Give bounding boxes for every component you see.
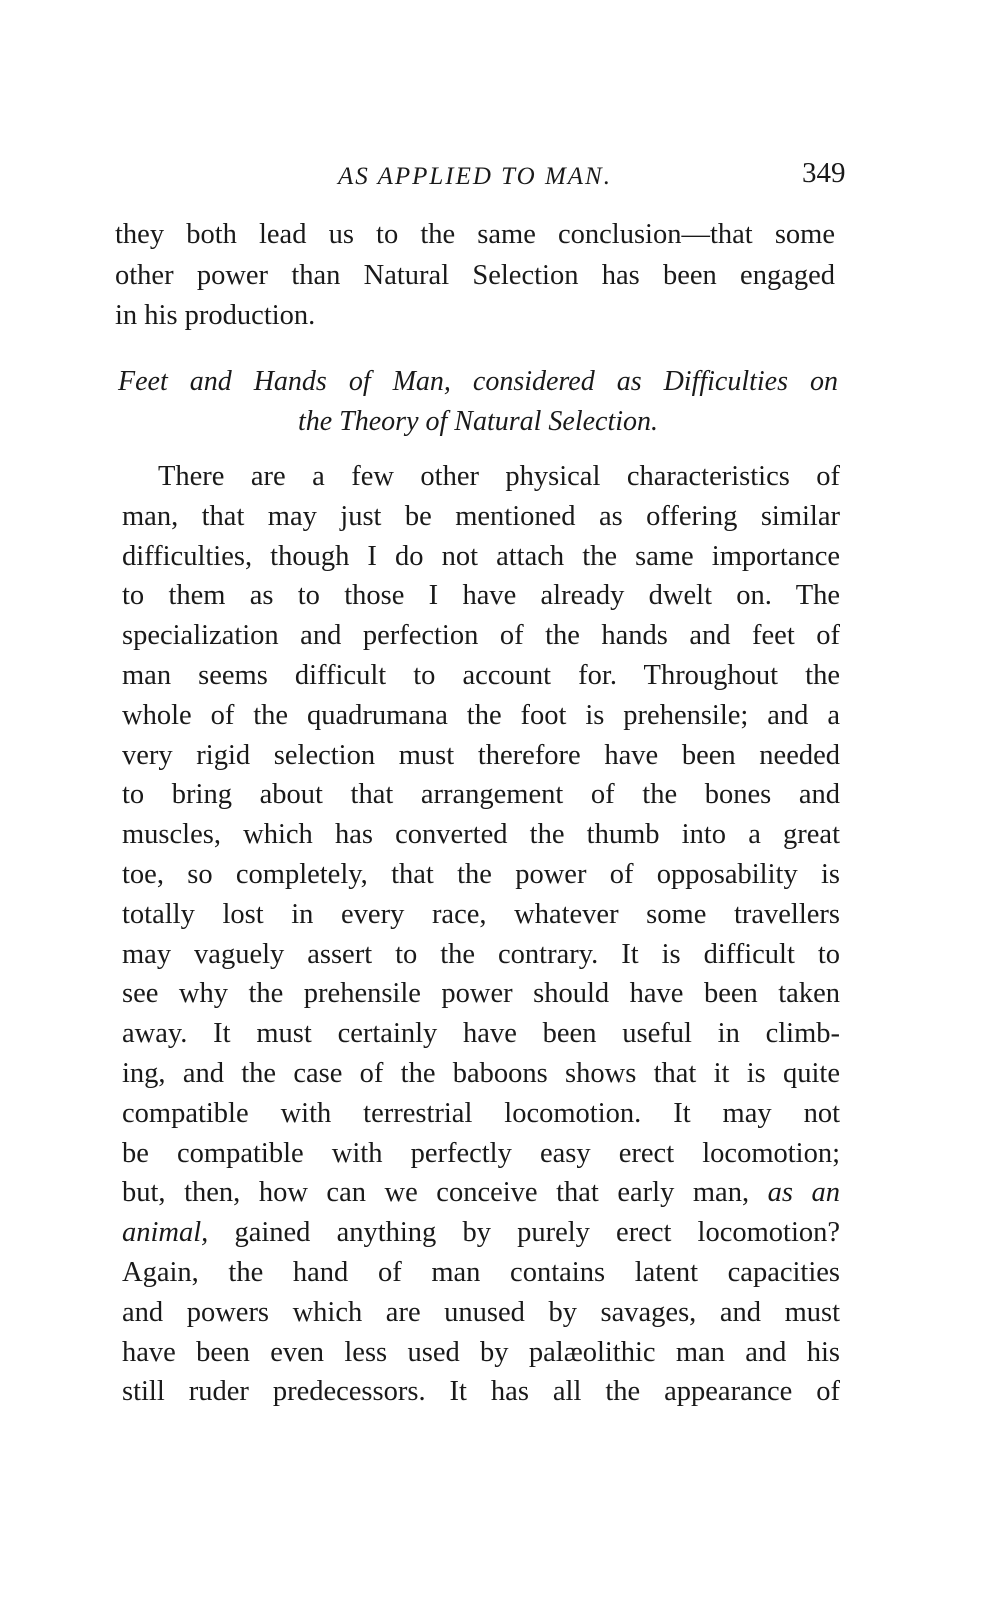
- text-line: toe, so completely, that the power of opposability is: [122, 858, 840, 890]
- section-heading: [118, 362, 838, 442]
- paragraph-continued: [115, 215, 835, 337]
- body-paragraph: [122, 457, 840, 1412]
- text-line: There are a few other physical characteristics of: [158, 461, 840, 492]
- text-line: to them as to those I have already dwelt on. The: [122, 580, 840, 612]
- text-line: totally lost in every race, whatever some travellers: [122, 898, 840, 930]
- text-line: man seems difficult to account for. Throughout the: [122, 659, 840, 691]
- running-title: AS APPLIED TO MAN.: [338, 163, 612, 190]
- text-line: and powers which are unused by savages, and must: [122, 1296, 840, 1328]
- text-line: whole of the quadrumana the foot is prehensile; and a: [122, 699, 840, 731]
- italic-phrase: as an: [767, 1177, 841, 1209]
- text-line: may vaguely assert to the contrary. It is difficult to: [122, 938, 840, 970]
- text-line: they both lead us to the same conclusion—that some: [115, 219, 835, 250]
- text-line: other power than Natural Selection has been engaged: [115, 259, 835, 291]
- text-line: have been even less used by palæolithic man and his: [122, 1336, 840, 1368]
- text-line: Again, the hand of man contains latent capacities: [122, 1256, 840, 1288]
- italic-phrase: animal,: [122, 1217, 209, 1249]
- text-segment: gained anything by purely erect locomotion?: [234, 1217, 841, 1249]
- section-heading-line-2: the Theory of Natural Selection.: [297, 406, 659, 437]
- text-line: to bring about that arrangement of the bones and: [122, 779, 840, 811]
- text-line: difficulties, though I do not attach the same importance: [122, 540, 840, 572]
- text-line-with-italic: [122, 1213, 840, 1253]
- text-line: in his production.: [115, 300, 316, 331]
- text-line: muscles, which has converted the thumb into a great: [122, 819, 840, 851]
- text-line: ing, and the case of the baboons shows that it is quite: [122, 1057, 840, 1089]
- section-heading-line-1: Feet and Hands of Man, considered as Difficulties on: [118, 366, 838, 397]
- text-line: away. It must certainly have been useful in climb-: [122, 1018, 840, 1050]
- text-line: still ruder predecessors. It has all the appearance of: [122, 1376, 840, 1408]
- text-line: very rigid selection must therefore have been needed: [122, 739, 840, 771]
- text-line: see why the prehensile power should have been taken: [122, 978, 840, 1010]
- text-segment: but, then, how can we conceive that early man,: [122, 1177, 750, 1209]
- text-line: compatible with terrestrial locomotion. It may not: [122, 1097, 840, 1129]
- page-number: 349: [802, 157, 846, 189]
- text-line: man, that may just be mentioned as offering similar: [122, 500, 840, 532]
- text-line: specialization and perfection of the hands and feet of: [122, 620, 840, 652]
- text-line-with-italic: [122, 1173, 840, 1213]
- text-line: be compatible with perfectly easy erect locomotion;: [122, 1137, 840, 1169]
- running-head: [0, 155, 1000, 195]
